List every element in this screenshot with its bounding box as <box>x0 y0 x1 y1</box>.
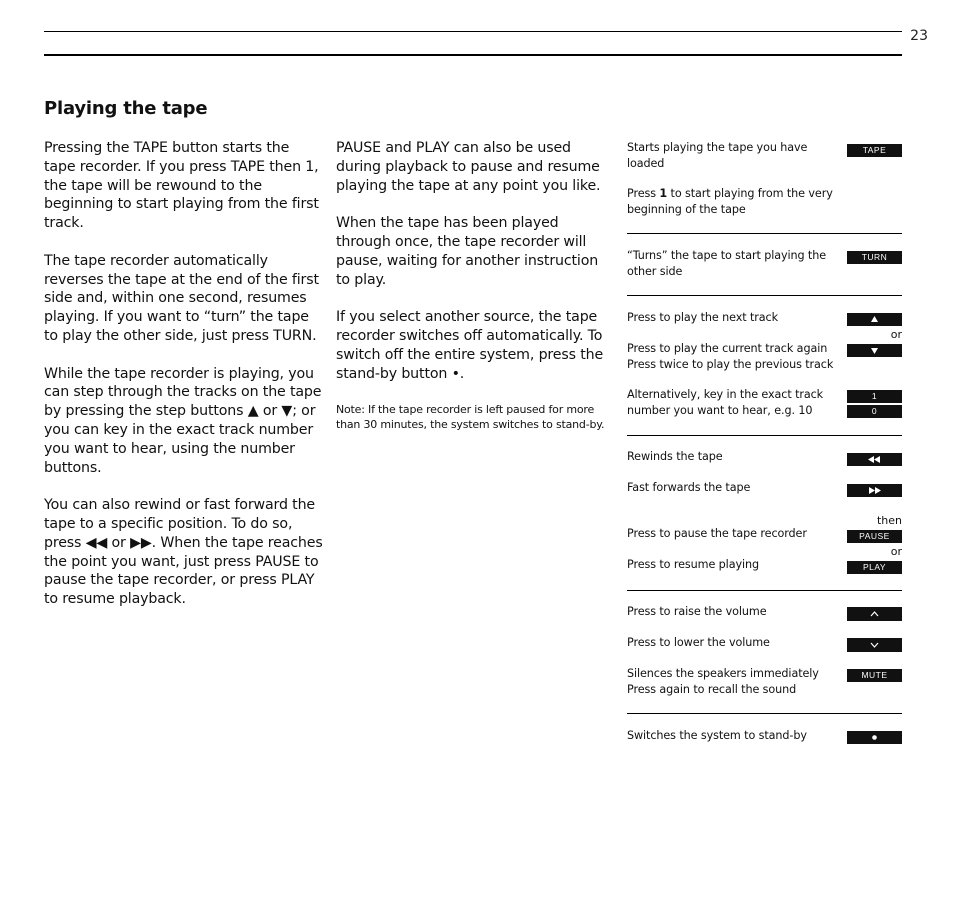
page-number: 23 <box>910 28 928 44</box>
or-connector: or <box>890 545 902 558</box>
number-0-button: 0 <box>847 405 902 418</box>
play-description: Press to resume playing <box>627 558 759 571</box>
fast-forward-button <box>847 484 902 497</box>
sidebar-divider <box>627 590 902 591</box>
standby-dot-icon <box>847 731 902 744</box>
turn-description: “Turns” the tape to start playing the other side <box>627 249 826 278</box>
page-title: Playing the tape <box>44 98 208 119</box>
tape-button: TAPE <box>847 144 902 157</box>
paragraph-played-once: When the tape has been played through once, the tape recorder will pause, waiting for another instruction to play. <box>336 215 599 288</box>
fast-forward-icon <box>847 484 902 497</box>
press-1-description: Press 1 to start playing from the very beginning of the tape <box>627 187 833 216</box>
fast-forward-description: Fast forwards the tape <box>627 481 751 494</box>
step-up-button <box>847 313 902 326</box>
sidebar-divider <box>627 233 902 234</box>
play-button: PLAY <box>847 561 902 574</box>
key-1-label: 1 <box>659 187 668 200</box>
number-1-button: 1 <box>847 390 902 403</box>
chevron-up-icon <box>847 607 902 621</box>
step-down-button <box>847 344 902 357</box>
standby-button <box>847 731 902 744</box>
standby-note: Note: If the tape recorder is left paused for more than 30 minutes, the system switches to stand-by. <box>336 403 605 432</box>
button-reference-sidebar <box>627 0 902 919</box>
body-column-1 <box>44 139 324 628</box>
mute-button: MUTE <box>847 669 902 682</box>
paragraph-rewind-forward: You can also rewind or fast forward the tape to a specific position. To do so, press ◀◀ or ▶▶. When the tape reaches the point you want, just press PAUSE to pause the tape recorder, or press PLAY to resume playback. <box>44 497 323 608</box>
sidebar-divider <box>627 435 902 436</box>
triangle-up-icon <box>847 313 902 326</box>
chevron-down-icon <box>847 638 902 652</box>
pause-description: Press to pause the tape recorder <box>627 527 807 540</box>
rewind-description: Rewinds the tape <box>627 450 723 463</box>
paragraph-other-source: If you select another source, the tape recorder switches off automatically. To switch off the entire system, press the stand-by button •. <box>336 309 604 382</box>
tape-description: Starts playing the tape you have loaded <box>627 141 808 170</box>
pause-button: PAUSE <box>847 530 902 543</box>
mute-description: Silences the speakers immediately Press again to recall the sound <box>627 667 819 696</box>
body-column-2 <box>336 139 612 432</box>
paragraph-auto-reverse: The tape recorder automatically reverses the tape at the end of the first side and, within one second, resumes playing. If you want to “turn” the tape to play the other side, just press TURN. <box>44 252 319 344</box>
volume-down-description: Press to lower the volume <box>627 636 770 649</box>
volume-up-description: Press to raise the volume <box>627 605 767 618</box>
rewind-button <box>847 453 902 466</box>
next-track-description: Press to play the next track <box>627 311 778 324</box>
or-connector: or <box>890 328 902 341</box>
volume-up-button <box>847 607 902 621</box>
standby-description: Switches the system to stand-by <box>627 729 807 742</box>
key-in-track-description: Alternatively, key in the exact track number you want to hear, e.g. 10 <box>627 388 824 417</box>
paragraph-pause-play: PAUSE and PLAY can also be used during playback to pause and resume playing the tape at any point you like. <box>336 140 601 194</box>
current-track-description: Press to play the current track again Press twice to play the previous track <box>627 342 834 371</box>
triangle-down-icon <box>847 344 902 357</box>
turn-button: TURN <box>847 251 902 264</box>
volume-down-button <box>847 638 902 652</box>
rewind-icon <box>847 453 902 466</box>
then-connector: then <box>876 514 902 527</box>
sidebar-divider <box>627 295 902 296</box>
paragraph-step-tracks: While the tape recorder is playing, you can step through the tracks on the tape by pressing the step buttons ▲ or ▼; or you can key in the exact track number you want to hear, using the number buttons. <box>44 365 322 476</box>
paragraph-tape-button: Pressing the TAPE button starts the tape recorder. If you press TAPE then 1, the tape will be rewound to the beginning to start playing from the first track. <box>44 140 319 232</box>
sidebar-divider <box>627 713 902 714</box>
